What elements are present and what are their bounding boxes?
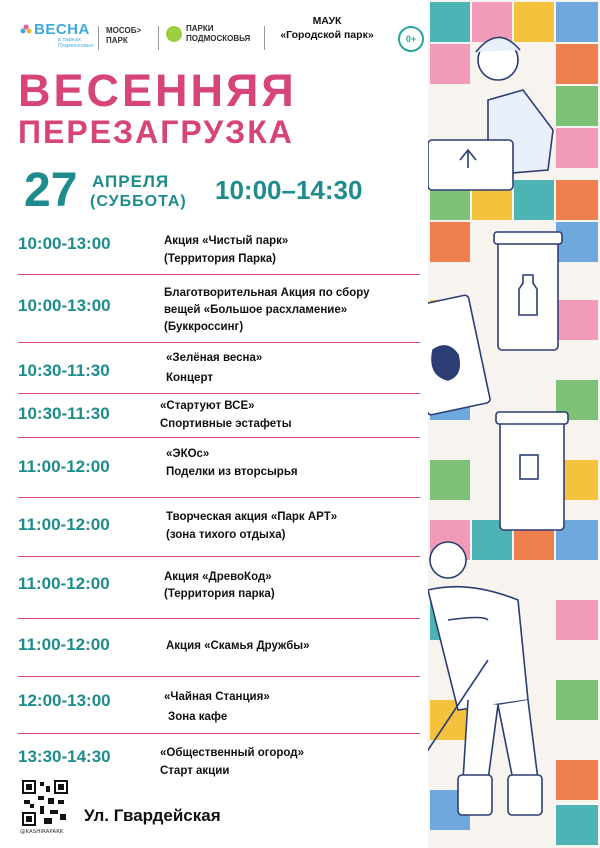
qr-code[interactable] bbox=[22, 780, 68, 826]
organizer-name bbox=[268, 14, 386, 42]
schedule-time: 12:00-13:00 bbox=[18, 691, 111, 710]
vesna-logo-subtext: в парках Подмосковья bbox=[58, 37, 93, 49]
eco-illustration bbox=[428, 0, 600, 848]
organizer-line2: «Городской парк» bbox=[280, 29, 374, 41]
schedule-desc-line2: Концерт bbox=[166, 372, 213, 384]
event-month: АПРЕЛЯ bbox=[92, 172, 170, 191]
schedule-desc-line1: «Общественный огород» bbox=[160, 747, 304, 759]
schedule-desc-line1: Благотворительная Акция по сбору bbox=[164, 287, 370, 299]
row-divider bbox=[18, 437, 420, 438]
parki-logo-line2: ПОДМОСКОВЬЯ bbox=[186, 34, 251, 43]
schedule-time: 11:00-12:00 bbox=[18, 515, 110, 534]
event-title-line2: ПЕРЕЗАГРУЗКА bbox=[18, 114, 294, 150]
row-divider bbox=[18, 342, 420, 343]
schedule-desc-line2: Зона кафе bbox=[168, 711, 228, 723]
age-rating-badge: 0+ bbox=[398, 26, 424, 52]
row-divider bbox=[18, 618, 420, 619]
schedule-desc-line1: «Стартуют ВСЕ» bbox=[160, 400, 255, 412]
mosobpark-logo-line2: ПАРК bbox=[106, 36, 128, 45]
leaf-icon bbox=[166, 26, 182, 42]
event-title-line1: ВЕСЕННЯЯ bbox=[18, 65, 297, 116]
divider bbox=[158, 26, 159, 50]
schedule-time: 13:30-14:30 bbox=[18, 747, 111, 766]
parki-logo-line1: ПАРКИ bbox=[186, 24, 214, 33]
divider bbox=[98, 26, 99, 50]
schedule-desc-line2: вещей «Большое расхламение» bbox=[164, 304, 348, 316]
schedule-desc-line1: «ЭКОс» bbox=[166, 448, 210, 460]
schedule-desc-line2: (зона тихого отдыха) bbox=[166, 529, 286, 541]
vesna-logo-text: ВЕСНА bbox=[34, 21, 90, 38]
schedule-desc-line1: Творческая акция «Парк АРТ» bbox=[166, 511, 338, 523]
schedule-time: 11:00-12:00 bbox=[18, 574, 110, 593]
row-divider bbox=[18, 274, 420, 275]
trash-bin-bottle-icon bbox=[494, 232, 562, 350]
schedule-desc-line2: Спортивные эстафеты bbox=[160, 418, 292, 430]
event-day: 27 bbox=[24, 164, 78, 217]
schedule-desc-line1: «Чайная Станция» bbox=[164, 691, 270, 703]
schedule-desc-line2: Поделки из вторсырья bbox=[166, 466, 298, 478]
row-divider bbox=[18, 497, 420, 498]
schedule-desc-line1: Акция «ДревоКод» bbox=[164, 571, 272, 583]
organizer-line1: МАУК bbox=[312, 15, 342, 27]
trash-bin-paper-icon bbox=[496, 412, 568, 530]
schedule-desc-line2: (Территория Парка) bbox=[164, 253, 276, 265]
schedule-time: 10:00-13:00 bbox=[18, 234, 111, 253]
schedule-desc-line1: Акция «Скамья Дружбы» bbox=[166, 640, 310, 652]
row-divider bbox=[18, 676, 420, 677]
row-divider bbox=[18, 556, 420, 557]
schedule-desc-line2: (Территория парка) bbox=[164, 588, 275, 600]
schedule-desc-line1: Акция «Чистый парк» bbox=[164, 235, 289, 247]
qr-caption: @KASHIRAPARK bbox=[20, 829, 64, 835]
street-address: Ул. Гвардейская bbox=[84, 806, 221, 825]
row-divider bbox=[18, 733, 420, 734]
schedule-desc-line3: (Буккроссинг) bbox=[164, 321, 244, 333]
event-weekday: (СУББОТА) bbox=[90, 193, 187, 210]
mosobpark-logo bbox=[106, 26, 141, 46]
schedule-desc-line2: Старт акции bbox=[160, 765, 230, 777]
schedule-desc-line1: «Зелёная весна» bbox=[166, 352, 263, 364]
vesna-logo bbox=[20, 22, 94, 52]
mosobpark-logo-line1: МОСОБ> bbox=[106, 26, 142, 35]
parki-podmoskovya-logo bbox=[166, 24, 250, 44]
schedule-time: 11:00-12:00 bbox=[18, 457, 110, 476]
schedule-time: 10:00-13:00 bbox=[18, 296, 111, 315]
schedule-time: 10:30-11:30 bbox=[18, 404, 110, 423]
schedule-time: 10:30-11:30 bbox=[18, 361, 110, 380]
divider bbox=[264, 26, 265, 50]
schedule-time: 11:00-12:00 bbox=[18, 635, 110, 654]
row-divider bbox=[18, 393, 420, 394]
event-time-range: 10:00–14:30 bbox=[215, 175, 363, 205]
flower-icon bbox=[20, 24, 32, 36]
